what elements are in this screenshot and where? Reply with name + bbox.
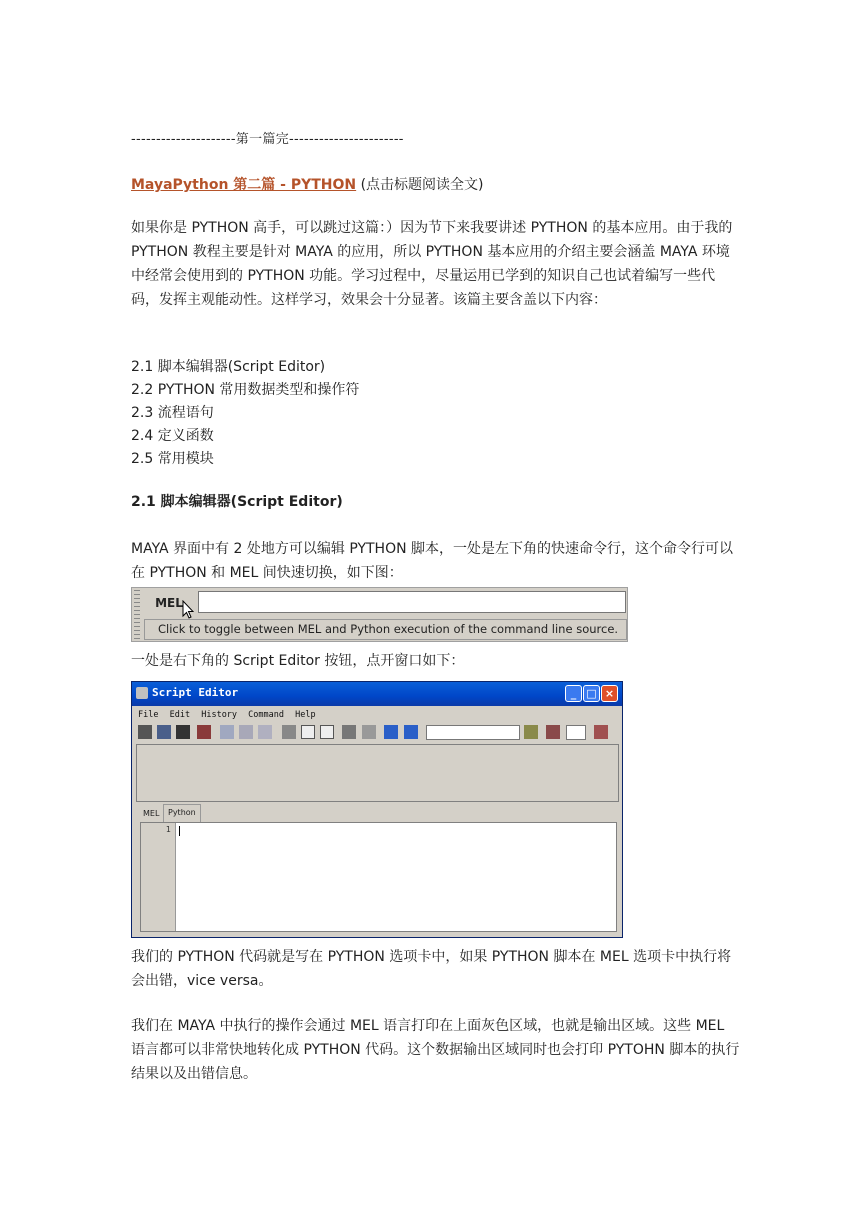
maximize-button[interactable]: □ [583,685,600,702]
article-title [131,174,484,194]
intro-paragraph: 如果你是 PYTHON 高手，可以跳过这篇：）因为节下来我要讲述 PYTHON 的基本应用。由于我的 PYTHON 教程主要是针对 MAYA 的应用，所以 PYTHON 基本应用的介绍主要会涵盖 MAYA 环境中经常会使用到的 PYTHON 功能。学习过程中，尽量运用已学到的知识自己也试着编写一些代码，发挥主观能动性。这样学习，效果会十分显著。该篇主要含盖以下内容： [131,220,733,308]
clear-history-icon[interactable] [220,725,234,739]
maya-app-icon [136,687,148,699]
minimize-button[interactable]: _ [565,685,582,702]
clear-all-icon[interactable] [258,725,272,739]
tab-mel[interactable]: MEL [143,809,160,818]
output-paragraph: 我们在 MAYA 中执行的操作会通过 MEL 语言打印在上面灰色区域，也就是输出区域。这些 MEL 语言都可以非常快地转化成 PYTHON 代码。这个数据输出区域同时也会打印 PYTOHN 脚本的执行结果以及出错信息。 [131,1018,740,1082]
menu-edit[interactable]: Edit [169,710,191,720]
mouse-pointer-icon [182,600,194,620]
search-field[interactable] [426,725,520,740]
clear-input-icon[interactable] [239,725,253,739]
menu-bar [138,710,322,720]
source-script-icon[interactable] [157,725,171,739]
script-editor-paragraph: 一处是右下角的 Script Editor 按钮，点开窗口如下： [131,653,465,669]
close-button[interactable]: × [601,685,618,702]
menu-file[interactable]: File [138,710,159,720]
tab-python[interactable]: Python [163,804,201,823]
text-caret [179,826,180,836]
window-title: Script Editor [152,686,239,699]
title-link[interactable]: MayaPython 第二篇 - PYTHON [131,177,357,193]
toolbar-grip[interactable] [134,590,140,639]
section-heading: 2.1 脚本编辑器(Script Editor) [131,494,343,510]
toc-item: 2.4 定义函数 [131,428,214,444]
show-input-icon[interactable] [301,725,315,739]
open-script-icon[interactable] [138,725,152,739]
search-down-icon[interactable] [524,725,538,739]
show-history-icon[interactable] [282,725,296,739]
search-up-icon[interactable] [546,725,560,739]
menu-history[interactable]: History [201,710,238,720]
echo-commands-icon[interactable] [342,725,356,739]
line-numbers-icon[interactable] [362,725,376,739]
script-editor-window [131,681,623,938]
toc-item: 2.1 脚本编辑器(Script Editor) [131,359,326,375]
tabs-paragraph: 我们的 PYTHON 代码就是写在 PYTHON 选项卡中，如果 PYTHON 脚本在 MEL 选项卡中执行将会出错，vice versa。 [131,949,732,989]
title-bar[interactable] [132,682,622,706]
toolbar [136,723,618,743]
section-paragraph: MAYA 界面中有 2 处地方可以编辑 PYTHON 脚本，一处是左下角的快速命令行，这个命令行可以在 PYTHON 和 MEL 间快速切换，如下图： [131,541,734,581]
script-input-area[interactable] [140,822,617,932]
mel-toggle-button[interactable]: MEL [155,596,183,610]
show-both-icon[interactable] [320,725,334,739]
title-suffix: (点击标题阅读全文) [356,177,484,193]
table-of-contents [131,356,359,471]
line-number: 1 [165,825,171,834]
mel-command-line-screenshot [131,587,628,642]
command-line-input[interactable] [198,591,626,613]
line-number-gutter [141,823,176,931]
separator-line: ---------------------第一篇完----------------------- [131,132,404,147]
help-line: Click to toggle between MEL and Python execution of the command line source. [144,619,627,640]
toc-item: 2.5 常用模块 [131,451,214,467]
history-output-area[interactable] [136,744,619,802]
goto-line-field[interactable] [566,725,586,740]
execute-icon[interactable] [404,725,418,739]
toc-item: 2.2 PYTHON 常用数据类型和操作符 [131,382,360,398]
goto-line-icon[interactable] [594,725,608,739]
menu-command[interactable]: Command [248,710,284,720]
save-shelf-icon[interactable] [197,725,211,739]
toc-item: 2.3 流程语句 [131,405,214,421]
execute-all-icon[interactable] [384,725,398,739]
menu-help[interactable]: Help [295,710,316,720]
save-script-icon[interactable] [176,725,190,739]
